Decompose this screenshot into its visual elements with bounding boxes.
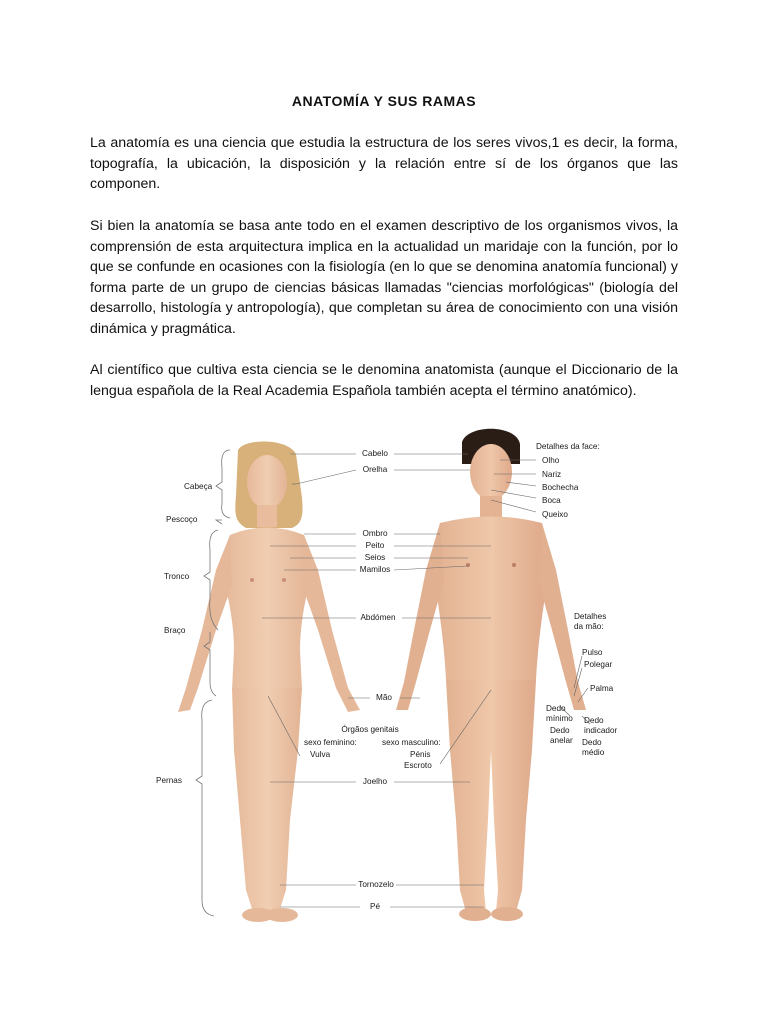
label-bochecha: Bochecha: [542, 483, 579, 492]
label-cabeca: Cabeça: [184, 482, 213, 491]
label-boca: Boca: [542, 496, 561, 505]
label-sexo-feminino: sexo feminino:: [304, 738, 357, 747]
label-vulva: Vulva: [310, 750, 331, 759]
label-abdomen: Abdómen: [360, 613, 396, 622]
paragraph-3: Al científico que cultiva esta ciencia se le denomina anatomista (aunque el Diccionario de la lengua española de la Real Academia Española también acepta el término anatómico).: [90, 362, 678, 399]
label-palma: Palma: [590, 684, 614, 693]
anatomy-figure: [150, 420, 618, 925]
label-dedo-minimo: Dedo mínimo: [546, 704, 573, 723]
label-hand-heading: Detalhes da mão:: [574, 612, 607, 631]
label-ombro: Ombro: [362, 529, 388, 538]
region-brackets: [196, 450, 230, 916]
label-pernas: Pernas: [156, 776, 182, 785]
label-pulso: Pulso: [582, 648, 603, 657]
label-dedo-anelar: Dedo anelar: [550, 726, 573, 745]
label-braco: Braço: [164, 626, 186, 635]
paragraph-1: La anatomía es una ciencia que estudia la estructura de los seres vivos,1 es decir, la forma, topografía, la ubicación, la disposición y la relación entre sí de los órganos que las componen.: [90, 135, 678, 193]
female-figure: [178, 441, 360, 922]
label-tronco: Tronco: [164, 572, 190, 581]
label-dedo-indicador: Dedo indicador: [584, 716, 618, 735]
label-nariz: Nariz: [542, 470, 562, 479]
label-face-heading: Detalhes da face:: [536, 442, 600, 451]
label-peito: Peito: [365, 541, 385, 550]
label-orgaos-genitais: Órgãos genitais: [341, 725, 399, 734]
label-seios: Seios: [364, 553, 386, 562]
page-title: ANATOMÍA Y SUS RAMAS: [291, 93, 477, 109]
label-mamilos: Mamilos: [359, 565, 391, 574]
anatomy-illustration: [150, 420, 618, 925]
label-dedo-medio: Dedo médio: [582, 738, 605, 757]
label-tornozelo: Tornozelo: [358, 880, 394, 889]
label-queixo: Queixo: [542, 510, 568, 519]
label-escroto: Escroto: [404, 761, 432, 770]
label-olho: Olho: [542, 456, 560, 465]
label-joelho: Joelho: [362, 777, 388, 786]
label-polegar: Polegar: [584, 660, 613, 669]
label-sexo-masculino: sexo masculino:: [382, 738, 441, 747]
label-pe: Pé: [369, 902, 381, 911]
leader-lines: [262, 454, 590, 907]
label-mao: Mão: [376, 693, 392, 702]
label-pescoco: Pescoço: [166, 515, 198, 524]
paragraph-2: Si bien la anatomía se basa ante todo en el examen descriptivo de los organismos vivos, la comprensión de esta arquitectura implica en la actualidad un maridaje con la función, por lo que se confunde en ocasiones con la fisiología (en lo que se denomina anatomía funcional) y forma parte de un grupo de ciencias básicas llamadas "ciencias morfológicas" (biología del desarrollo, histología y antropología), que completan su área de conocimiento con una visión dinámica y pragmática.: [90, 218, 678, 337]
label-cabelo: Cabelo: [362, 449, 388, 458]
label-orelha: Orelha: [362, 465, 388, 474]
label-penis: Pénis: [410, 750, 431, 759]
